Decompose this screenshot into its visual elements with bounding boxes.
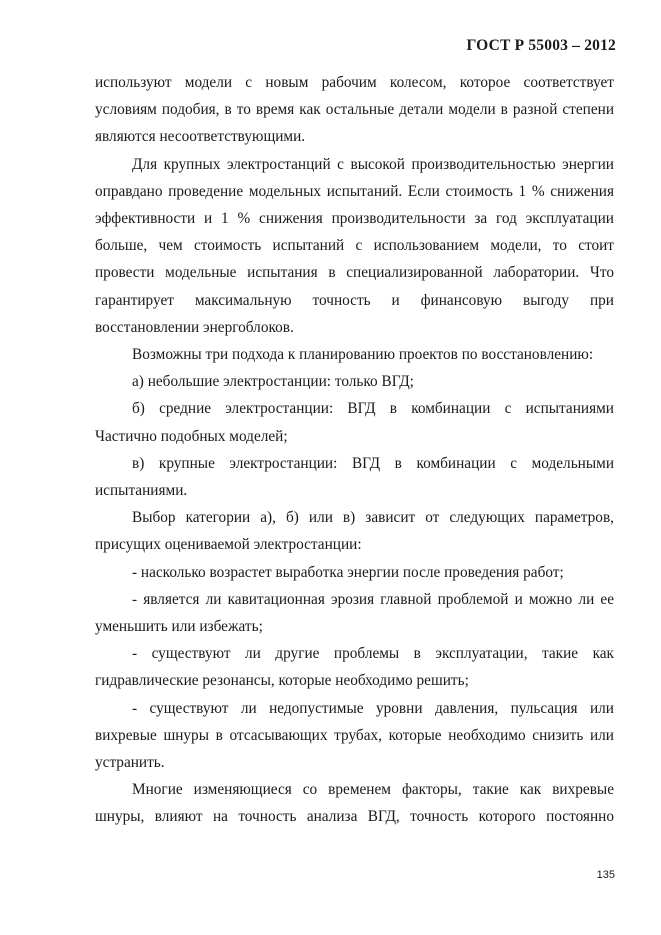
- text-line: шнуры, влияют на точность анализа ВГД, точность которого постоянно: [95, 808, 614, 826]
- text-line: - существуют ли недопустимые уровни давления, пульсация или: [132, 699, 614, 717]
- paragraph: [95, 151, 614, 341]
- text-line: уменьшить или избежать;: [95, 618, 263, 636]
- text-line: восстановлении энергоблоков.: [95, 318, 294, 336]
- list-item: [95, 368, 614, 395]
- text-line: а) небольшие электростанции: только ВГД;: [132, 373, 414, 391]
- text-line: являются несоответствующими.: [95, 128, 306, 146]
- standard-header: ГОСТ Р 55003 – 2012: [466, 37, 616, 54]
- list-item: [95, 695, 614, 777]
- text-line: оправдано проведение модельных испытаний. Если стоимость 1 % снижения: [95, 182, 614, 200]
- text-line: - насколько возрастет выработка энергии после проведения работ;: [132, 563, 564, 581]
- text-line: - является ли кавитационная эрозия главной проблемой и можно ли ее: [132, 590, 614, 608]
- text-line: испытаниями.: [95, 482, 188, 500]
- text-line: - существуют ли другие проблемы в эксплуатации, такие как: [132, 645, 614, 663]
- text-line: Частично подобных моделей;: [95, 427, 288, 445]
- text-line: больше, чем стоимость испытаний с использованием модели, то стоит: [95, 237, 614, 255]
- list-item: [95, 559, 614, 586]
- text-line: б) средние электростанции: ВГД в комбинации с испытаниями: [132, 400, 614, 418]
- paragraph: [95, 776, 614, 830]
- text-line: присущих оцениваемой электростанции:: [95, 536, 362, 554]
- text-line: Для крупных электростанций с высокой производительностью энергии: [132, 155, 614, 173]
- text-line: устранить.: [95, 754, 165, 772]
- list-item: [95, 450, 614, 504]
- list-item: [95, 640, 614, 694]
- paragraph: [95, 341, 614, 368]
- text-line: вихревые шнуры в отсасывающих трубах, которые необходимо снизить или: [95, 726, 614, 744]
- text-line: провести модельные испытания в специализированной лаборатории. Что: [95, 264, 614, 282]
- text-line: Многие изменяющиеся со временем факторы, такие как вихревые: [132, 781, 614, 799]
- text-line: условиям подобия, в то время как остальные детали модели в разной степени: [95, 101, 614, 119]
- text-line: гидравлические резонансы, которые необходимо решить;: [95, 672, 469, 690]
- text-line: гарантирует максимальную точность и финансовую выгоду при: [95, 291, 614, 309]
- page-number: 135: [596, 869, 615, 881]
- text-line: Возможны три подхода к планированию проектов по восстановлению:: [132, 346, 594, 364]
- body-text: [95, 69, 614, 831]
- list-item: [95, 395, 614, 449]
- paragraph: [95, 504, 614, 558]
- text-line: используют модели с новым рабочим колесом, которое соответствует: [95, 74, 614, 91]
- paragraph: [95, 69, 614, 151]
- text-line: Выбор категории а), б) или в) зависит от следующих параметров,: [132, 509, 614, 527]
- text-line: в) крупные электростанции: ВГД в комбинации с модельными: [132, 454, 614, 472]
- list-item: [95, 586, 614, 640]
- text-line: эффективности и 1 % снижения производительности за год эксплуатации: [95, 210, 614, 228]
